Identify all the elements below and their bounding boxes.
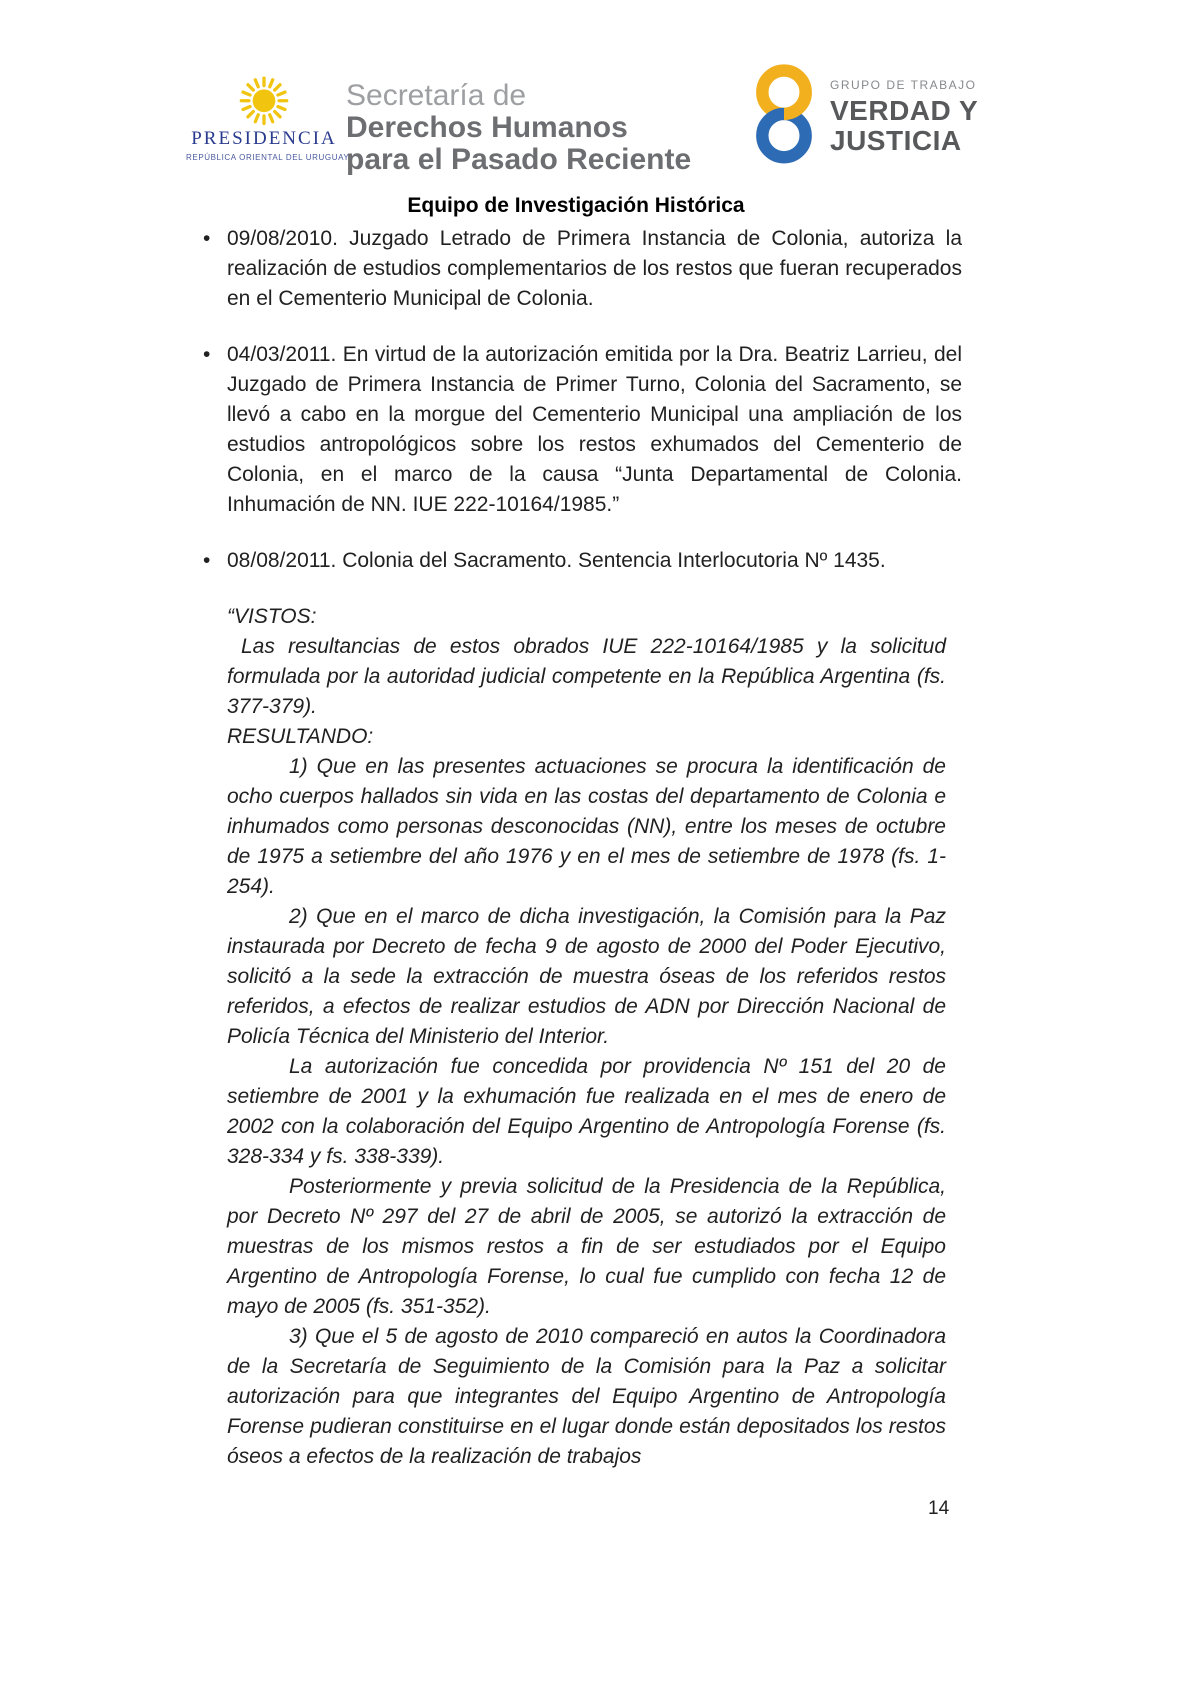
verdad-justicia-wordmark [830,78,978,156]
quote-paragraph: 2) Que en el marco de dicha investigación, la Comisión para la Paz instaurada por Decreto de fecha 9 de agosto de 2000 del Poder Ejecutivo, solicitó a la sede la extracción de muestra óseas de los referidos restos referidos, a efectos de realizar estudios de ADN por Dirección Nacional de Policía Técnica del Ministerio del Interior. [227,905,946,1048]
verdad-y-label: VERDAD Y [830,95,979,126]
interlocking-rings-icon [752,58,816,176]
vistos-label: “VISTOS: [227,605,317,628]
page-title: Equipo de Investigación Histórica [407,194,745,217]
presidencia-title: PRESIDENCIA [191,128,337,149]
quote-paragraph: 3) Que el 5 de agosto de 2010 compareció en autos la Coordinadora de la Secretaría de Seguimiento de la Comisión para la Paz a solicitar autorización para que integrantes del Equipo Argentino de Antropología Forense pudieran constituirse en el lugar donde están depositados los restos óseos a efectos de la realización de trabajos [227,1325,946,1468]
quote-paragraph: Posteriormente y previa solicitud de la Presidencia de la República, por Decreto Nº 297 del 27 de abril de 2005, se autorizó la extracción de muestras de los mismos restos a fin de ser estudiados por el Equipo Argentino de Antropología Forense, lo cual fue cumplido con fecha 12 de mayo de 2005 (fs. 351-352). [227,1175,946,1318]
sun-icon [222,68,306,126]
sentencia-quote-block [227,602,962,1472]
verdad-justicia-logo [752,58,978,176]
presidencia-subtitle: REPÚBLICA ORIENTAL DEL URUGUAY [186,153,350,162]
secretaria-line-3: para el Pasado Reciente [346,143,692,176]
list-item: • 09/08/2010. Juzgado Letrado de Primera Instancia de Colonia, autoriza la realización de estudios complementarios de los restos que fueran recuperados en el Cementerio Municipal de Colonia. [190,224,962,314]
page-number: 14 [928,1498,950,1519]
bullet-list [190,224,962,576]
document-content [190,194,962,1472]
list-item: • 04/03/2011. En virtud de la autorización emitida por la Dra. Beatriz Larrieu, del Juzgado de Primera Instancia de Primer Turno, Colonia del Sacramento, se llevó a cabo en la morgue del Cementerio Municipal una ampliación de los estudios antropológicos sobre los restos exhumados del Cementerio de Colonia, en el marco de la causa “Junta Departamental de Colonia. Inhumación de NN. IUE 222-10164/1985.” [190,340,962,520]
grupo-de-trabajo-label: GRUPO DE TRABAJO [830,78,977,92]
secretaria-line-1: Secretaría de [346,79,527,112]
presidencia-logo [186,68,350,162]
quote-paragraph: La autorización fue concedida por providencia Nº 151 del 20 de setiembre de 2001 y la exhumación fue realizada en el mes de enero de 2002 con la colaboración del Equipo Argentino de Antropología Forense (fs. 328-334 y fs. 338-339). [227,1055,946,1168]
justicia-label: JUSTICIA [830,125,962,156]
secretaria-wordmark [346,80,691,176]
list-item: • 08/08/2011. Colonia del Sacramento. Sentencia Interlocutoria Nº 1435. [190,546,962,576]
secretaria-line-2: Derechos Humanos [346,111,628,144]
quote-paragraph: 1) Que en las presentes actuaciones se procura la identificación de ocho cuerpos hallados sin vida en las costas del departamento de Colonia e inhumados como personas desconocidas (NN), entre los meses de octubre de 1975 a setiembre del año 1976 y en el mes de setiembre de 1978 (fs. 1-254). [227,755,946,898]
resultando-label: RESULTANDO: [227,725,374,748]
vistos-body: Las resultancias de estos obrados IUE 222-10164/1985 y la solicitud formulada por la autoridad judicial competente en la República Argentina (fs. 377-379). [227,635,946,718]
